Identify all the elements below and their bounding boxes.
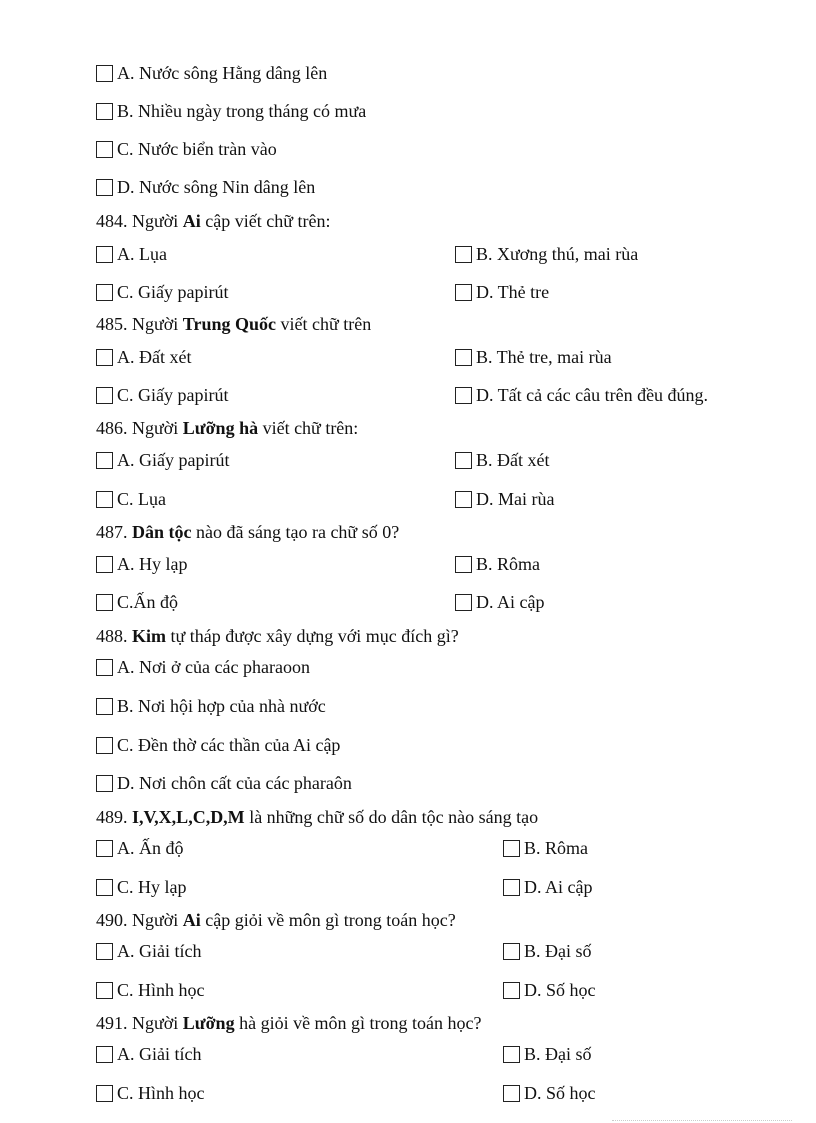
question-keyword: Lưỡng — [182, 1013, 235, 1033]
option-label: C.Ấn độ — [117, 592, 179, 612]
option-c[interactable] — [96, 1082, 205, 1104]
checkbox[interactable] — [455, 594, 472, 611]
option-c[interactable] — [96, 979, 205, 1001]
question-text: Người — [132, 314, 183, 334]
checkbox[interactable] — [503, 943, 520, 960]
option-a[interactable] — [96, 940, 201, 962]
checkbox[interactable] — [503, 1046, 520, 1063]
question-text: cập viết chữ trên: — [200, 211, 331, 231]
option-label: A. Giải tích — [117, 941, 202, 961]
option-a[interactable] — [96, 553, 188, 575]
question-text: tự tháp được xây dựng với mục đích gì? — [166, 626, 459, 646]
question-486 — [96, 417, 358, 439]
option-b[interactable] — [503, 1043, 592, 1065]
checkbox[interactable] — [503, 840, 520, 857]
option-b[interactable] — [455, 449, 550, 471]
checkbox[interactable] — [96, 141, 113, 158]
checkbox[interactable] — [96, 1046, 113, 1063]
option-label: D. Thẻ tre — [476, 282, 550, 302]
option-d[interactable] — [503, 1082, 596, 1104]
option-c[interactable] — [96, 876, 187, 898]
checkbox[interactable] — [455, 452, 472, 469]
question-text: Người — [132, 910, 183, 930]
question-keyword: Kim — [132, 626, 166, 646]
option-label: C. Giấy papirút — [117, 385, 229, 405]
checkbox[interactable] — [96, 349, 113, 366]
option-a[interactable] — [96, 62, 327, 84]
question-number: 489. — [96, 807, 132, 827]
checkbox[interactable] — [96, 65, 113, 82]
option-c[interactable] — [96, 488, 166, 510]
checkbox[interactable] — [96, 879, 113, 896]
option-label: A. Lụa — [117, 244, 167, 264]
checkbox[interactable] — [96, 1085, 113, 1102]
checkbox[interactable] — [96, 594, 113, 611]
checkbox[interactable] — [96, 659, 113, 676]
question-text: viết chữ trên — [275, 314, 372, 334]
question-488 — [96, 625, 459, 647]
option-label: B. Đại số — [524, 941, 592, 961]
option-label: D. Ai cập — [476, 592, 545, 612]
checkbox[interactable] — [96, 982, 113, 999]
checkbox[interactable] — [96, 246, 113, 263]
checkbox[interactable] — [503, 1085, 520, 1102]
option-a[interactable] — [96, 656, 310, 678]
checkbox[interactable] — [96, 943, 113, 960]
option-label: D. Mai rùa — [476, 489, 555, 509]
checkbox[interactable] — [455, 387, 472, 404]
page-footer-rule — [612, 1120, 792, 1122]
checkbox[interactable] — [96, 103, 113, 120]
question-491 — [96, 1012, 482, 1034]
question-487 — [96, 521, 399, 543]
question-text: viết chữ trên: — [258, 418, 359, 438]
option-a[interactable] — [96, 837, 184, 859]
option-label: D. Tất cả các câu trên đều đúng. — [476, 385, 709, 405]
question-keyword: I,V,X,L,C,D,M — [132, 807, 245, 827]
checkbox[interactable] — [96, 452, 113, 469]
option-label: B. Thẻ tre, mai rùa — [476, 347, 612, 367]
option-b[interactable] — [503, 940, 592, 962]
option-label: D. Số học — [524, 980, 596, 1000]
question-keyword: Lưỡng hà — [182, 418, 259, 438]
option-label: B. Nơi hội hợp của nhà nước — [117, 696, 326, 716]
checkbox[interactable] — [455, 284, 472, 301]
checkbox[interactable] — [455, 349, 472, 366]
option-label: B. Nhiều ngày trong tháng có mưa — [117, 101, 367, 121]
question-number: 484. — [96, 211, 132, 231]
option-d[interactable] — [96, 772, 352, 794]
option-d[interactable] — [455, 281, 549, 303]
checkbox[interactable] — [96, 698, 113, 715]
option-label: B. Đại số — [524, 1044, 592, 1064]
option-c[interactable] — [96, 734, 340, 756]
question-number: 485. — [96, 314, 132, 334]
option-label: A. Giải tích — [117, 1044, 202, 1064]
checkbox[interactable] — [96, 556, 113, 573]
option-d[interactable] — [96, 176, 315, 198]
option-label: B. Rôma — [524, 838, 589, 858]
checkbox[interactable] — [96, 775, 113, 792]
question-keyword: Dân tộc — [132, 522, 192, 542]
option-a[interactable] — [96, 449, 229, 471]
checkbox[interactable] — [96, 491, 113, 508]
checkbox[interactable] — [96, 179, 113, 196]
option-label: D. Số học — [524, 1083, 596, 1103]
question-text: Người — [132, 1013, 183, 1033]
question-text: cập giỏi về môn gì trong toán học? — [200, 910, 456, 930]
option-label: C. Hình học — [117, 1083, 205, 1103]
option-label: B. Đất xét — [476, 450, 550, 470]
question-text: Người — [132, 211, 183, 231]
option-label: D. Nơi chôn cất của các pharaôn — [117, 773, 352, 793]
option-label: A. Đất xét — [117, 347, 192, 367]
option-label: C. Hình học — [117, 980, 205, 1000]
option-d[interactable] — [455, 591, 544, 613]
question-490 — [96, 909, 456, 931]
question-489 — [96, 806, 538, 828]
question-484 — [96, 210, 330, 232]
option-d[interactable] — [455, 384, 708, 406]
checkbox[interactable] — [455, 246, 472, 263]
option-b[interactable] — [455, 553, 540, 575]
option-label: A. Giấy papirút — [117, 450, 230, 470]
question-number: 486. — [96, 418, 132, 438]
option-c[interactable] — [96, 591, 178, 613]
question-number: 487. — [96, 522, 132, 542]
option-c[interactable] — [96, 138, 277, 160]
question-text: hà giỏi về môn gì trong toán học? — [234, 1013, 482, 1033]
option-label: B. Rôma — [476, 554, 541, 574]
option-label: B. Xương thú, mai rùa — [476, 244, 639, 264]
option-label: C. Giấy papirút — [117, 282, 229, 302]
option-a[interactable] — [96, 346, 191, 368]
question-number: 488. — [96, 626, 132, 646]
question-text: là những chữ số do dân tộc nào sáng tạo — [244, 807, 539, 827]
checkbox[interactable] — [455, 556, 472, 573]
option-b[interactable] — [455, 243, 638, 265]
option-d[interactable] — [455, 488, 554, 510]
option-label: A. Hy lạp — [117, 554, 188, 574]
question-text: Người — [132, 418, 183, 438]
question-keyword: Ai — [182, 211, 201, 231]
option-b[interactable] — [96, 100, 366, 122]
option-b[interactable] — [503, 837, 588, 859]
question-text: nào đã sáng tạo ra chữ số 0? — [191, 522, 400, 542]
checkbox[interactable] — [503, 982, 520, 999]
checkbox[interactable] — [96, 284, 113, 301]
question-number: 491. — [96, 1013, 132, 1033]
checkbox[interactable] — [96, 387, 113, 404]
checkbox[interactable] — [455, 491, 472, 508]
question-485 — [96, 313, 371, 335]
option-d[interactable] — [503, 979, 596, 1001]
option-label: C. Lụa — [117, 489, 166, 509]
option-label: A. Ấn độ — [117, 838, 184, 858]
checkbox[interactable] — [503, 879, 520, 896]
option-d[interactable] — [503, 876, 592, 898]
option-c[interactable] — [96, 281, 228, 303]
checkbox[interactable] — [96, 737, 113, 754]
question-keyword: Ai — [182, 910, 201, 930]
option-label: C. Hy lạp — [117, 877, 187, 897]
option-b[interactable] — [455, 346, 612, 368]
question-keyword: Trung Quốc — [182, 314, 276, 334]
option-label: D. Ai cập — [524, 877, 593, 897]
option-label: C. Đền thờ các thần của Ai cập — [117, 735, 341, 755]
option-label: D. Nước sông Nin dâng lên — [117, 177, 316, 197]
question-number: 490. — [96, 910, 132, 930]
option-b[interactable] — [96, 695, 326, 717]
option-label: A. Nơi ở của các pharaoon — [117, 657, 310, 677]
option-label: C. Nước biển tràn vào — [117, 139, 277, 159]
checkbox[interactable] — [96, 840, 113, 857]
option-label: A. Nước sông Hằng dâng lên — [117, 63, 328, 83]
option-a[interactable] — [96, 1043, 201, 1065]
option-c[interactable] — [96, 384, 228, 406]
option-a[interactable] — [96, 243, 167, 265]
